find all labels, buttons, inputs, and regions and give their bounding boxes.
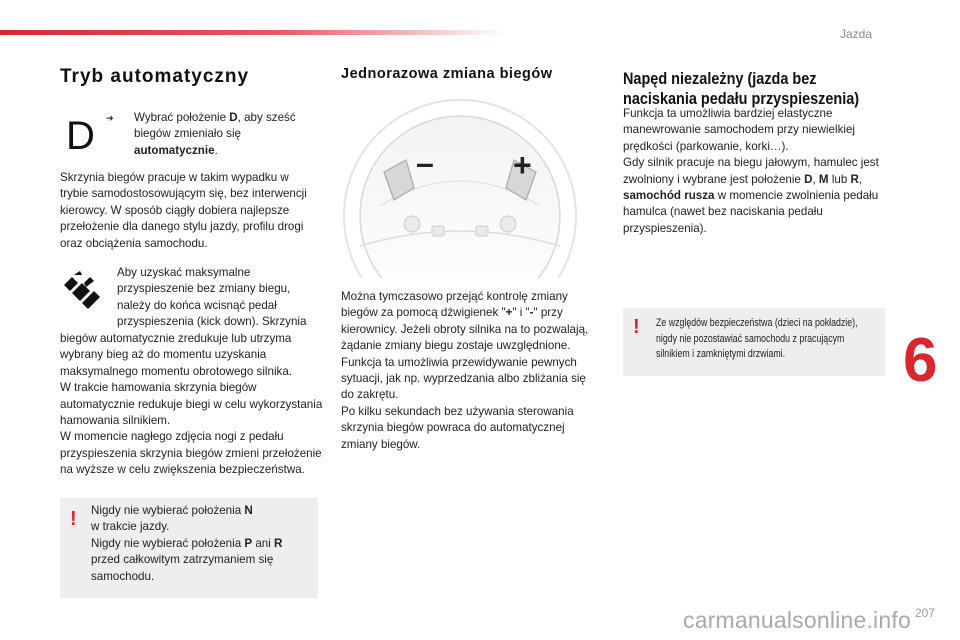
top-accent-bar bbox=[0, 30, 505, 35]
warning-text: Ze względów bezpieczeństwa (dzieci na pokładzie), nigdy nie pozostawiać samochodu z pracującym silnikiem i zamkniętymi drzwiami. bbox=[656, 317, 858, 360]
steering-wheel-paddles-illustration bbox=[340, 96, 580, 278]
bullet-text: Wybrać położenie D, aby sześć biegów zmieniało się automatycznie. bbox=[134, 111, 296, 157]
heading-naped-niezalezny: Napęd niezależny (jazda bez naciskania pedału przyspieszenia) bbox=[623, 69, 860, 108]
warning-icon: ! bbox=[70, 508, 77, 530]
page-number: 207 bbox=[915, 606, 936, 620]
bullet-item bbox=[106, 110, 306, 159]
warning-text: Nigdy nie wybierać położenia N w trakcie jazdy. Nigdy nie wybierać położenia P ani R przed całkowitym zatrzymaniem się samochodu. bbox=[91, 504, 283, 583]
paragraph-kickdown: Aby uzyskać maksymalne przyspieszenie bez zmiany biegu, należy do końca wcisnąć pedał przyspieszenia (kick down). Skrzynia bbox=[117, 266, 307, 329]
line-1: biegów automatycznie zredukuje lub utrzyma wybrany bieg aż do momentu uzyskania maksymalnego momentu obrotowego silnika. bbox=[60, 332, 292, 378]
line-2: W trakcie hamowania skrzynia biegów automatycznie redukuje biegi w celu wykorzystania hamowania silnikiem. bbox=[60, 381, 323, 428]
heading-tryb-automatyczny: Tryb automatyczny bbox=[60, 66, 250, 87]
pedal-kickdown-icon bbox=[60, 271, 104, 309]
plus-label: + bbox=[513, 147, 532, 183]
paragraph-automatic-mode: Skrzynia biegów pracuje w takim wypadku w trybie samodostosowującym się, bez interwencji kierowcy. W sposób ciągły dobiera najlepsze przełożenie dla danego stylu jazdy, profilu drogi oraz obciążenia samochodu. bbox=[60, 171, 307, 250]
chapter-number: 6 bbox=[903, 326, 938, 395]
paragraph-gear-behavior bbox=[60, 331, 325, 479]
heading-jednorazowa-zmiana: Jednorazowa zmiana biegów bbox=[341, 66, 553, 82]
paragraph-paddle-shift: Można tymczasowo przejąć kontrolę zmiany biegów za pomocą dźwigienek "+" i "-" przy kierownicy. Jeżeli obroty silnika na to pozwalają, żądanie zmiany biegu zostaje uwzględnione. Funkcja ta umożliwia przewidywanie pewnych sytuacji, jak np. wyprzedzania albo zbliżania się do zakrętu. Po kilku sekundach bez używania sterowania skrzynia biegów powraca do automatycznej zmiany biegów. bbox=[341, 290, 589, 451]
warning-box-gear-selection bbox=[60, 498, 318, 598]
watermark: carmanualsonline.info bbox=[683, 607, 911, 633]
arrow-icon: ➔ bbox=[106, 113, 114, 123]
warning-box-safety bbox=[623, 308, 885, 376]
gear-d-icon: D bbox=[66, 114, 95, 158]
minus-label: – bbox=[416, 145, 434, 181]
warning-icon: ! bbox=[633, 316, 640, 338]
section-title: Jazda bbox=[840, 27, 873, 41]
paragraph-creep-function: Funkcja ta umożliwia bardziej elastyczne manewrowanie samochodem przy niewielkiej prędkości (parkowanie, korki…). Gdy silnik pracuje na biegu jałowym, hamulec jest zwolniony i wybrane jest położenie D, M lub R, samochód rusza w momencie zwolnienia pedału hamulca (nawet bez naciskania pedału przyspieszenia). bbox=[623, 107, 879, 235]
line-3: W momencie nagłego zdjęcia nogi z pedału przyspieszenia skrzynia biegów zmieni przełożenie na wyższe w celu zwiększenia bezpieczeństwa. bbox=[60, 430, 322, 477]
